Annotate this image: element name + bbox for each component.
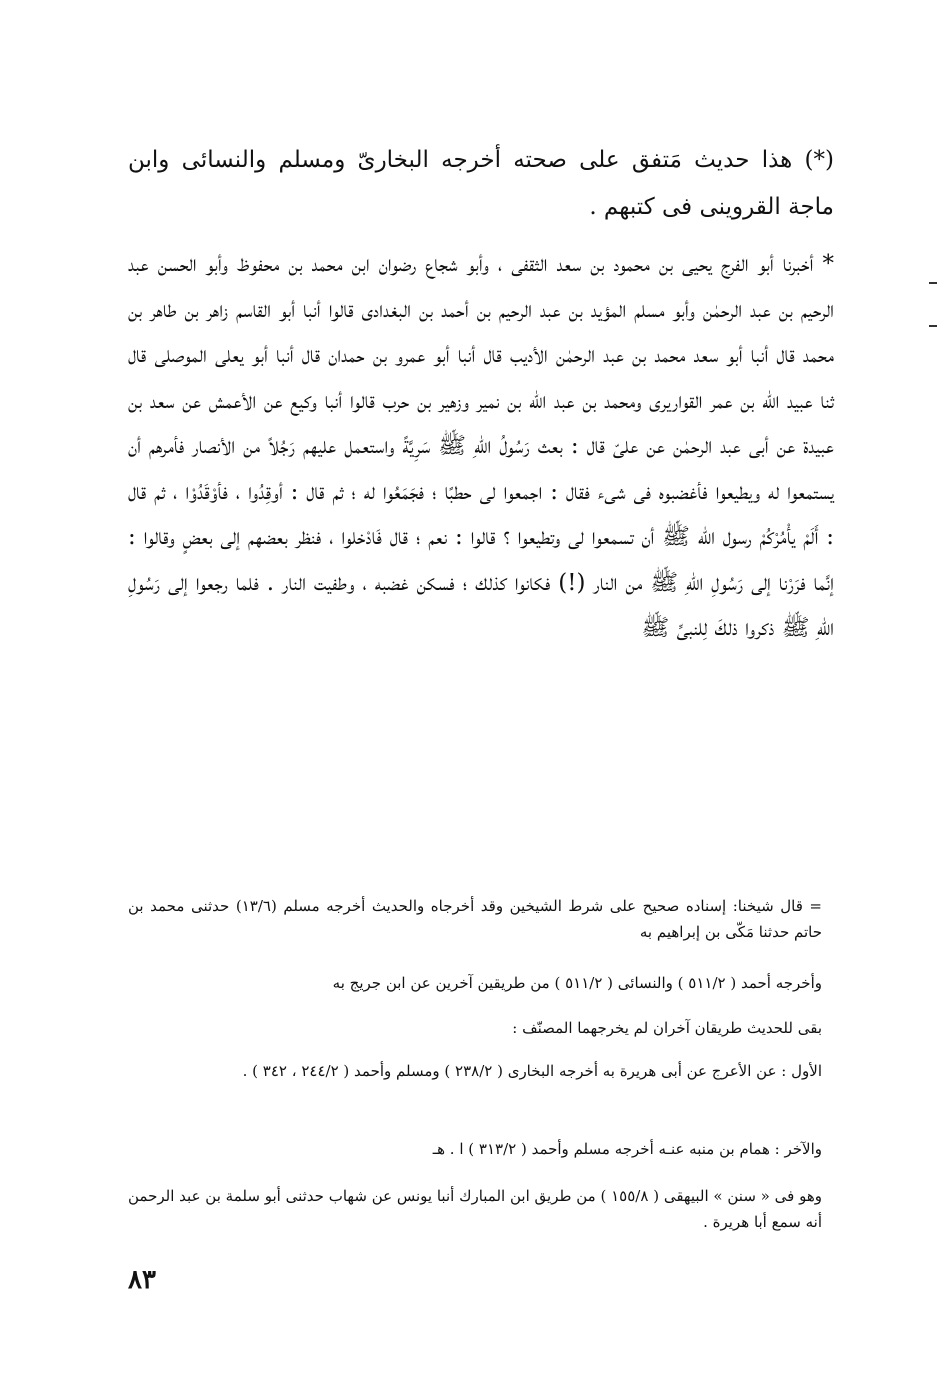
footnote-line-4: الأول : عن الأعرج عن أبى هريرة به أخرجه البخارى ( ٢٣٨/٢ ) ومسلم وأحمد ( ٢٤٤/٢ ، ٣٤٢ ) . xyxy=(242,1062,822,1080)
hadith-text: * أخبرنا أبو الفرج يحيى بن محمود بن سعد الثقفى ، وأبو شجاع رضوان ابن محمد بن محفوظ وأبو الحسن عبد الرحيم بن عبد الرحمٰن وأبو مسلم المؤيد بن عبد الرحيم بن أحمد بن البغدادى قالوا أنبا أبو القاسم زاهر بن طاهر بن محمد قال أنبا أبو سعد محمد بن عبد الرحمٰن الأديب قال أنبا أبو عمرو بن حمدان قال أنبا أبو يعلى الموصلى قال ثنا عبيد الله بن عمر القواريرى ومحمد بن عبد الله بن نمير وزهير بن حرب قالوا أنبا وكيع عن الأعمش عن سعد بن عبيدة عن أبى عبد الرحمٰن عن علىّ قال : بعث رَسُولُ اللهِ ﷺ سَرِيَّةً واستعمل عليهم رَجُلاً من الأنصار فأمرهم أن يستمعوا له ويطيعوا فأغضبوه فى شىء فقال : اجمعوا لى حطبًا ؛ فجَمَعُوا له ؛ ثم قال : أوقِدُوا ، فأوْقَدُوْا ، ثم قال : أَلَمْ يأْمُرْكُمْ رسول الله ﷺ أن تسمعوا لى وتطيعوا ؟ قالوا : نعم ؛ قال فَادْخلوا ، فنظر بعضهم إلى بعضٍ وقالوا : إنَّما فرَرْنا إلى رَسُولِ اللهِ ﷺ من النار (!) فكانوا كذلك ؛ فسكن غضبه ، وطفيت النار . فلما رجعوا إلى رَسُولِ اللهِ ﷺ ذكروا ذلكَ لِلنبىِّ ﷺ xyxy=(128,251,835,641)
page-number: ٨٣ xyxy=(128,1265,156,1295)
footnote-line-2: وأخرجه أحمد ( ٥١١/٢ ) والنسائى ( ٥١١/٢ ) من طريقين آخرين عن ابن جريج به xyxy=(332,974,822,992)
footnote-line-3: بقى للحديث طريقان آخران لم يخرجهما المصنّف : xyxy=(512,1019,822,1037)
footnote-line-1: = قال شيخنا: إسناده صحيح على شرط الشيخين وقد أخرجاه والحديث أخرجه مسلم (١٣/٦) حدثنى محمد بن حاتم حدثنا مَكّى بن إبراهيم به xyxy=(128,897,822,941)
margin-mark xyxy=(929,325,937,327)
footnote-line-5: والآخر : همام بن منبه عنـه أخرجه مسلم وأحمد ( ٣١٣/٢ ) ا . هـ xyxy=(432,1140,822,1158)
margin-mark xyxy=(929,282,937,284)
footnote-line-6: وهو فى « سنن » البيهقى ( ١٥٥/٨ ) من طريق ابن المبارك أنبا يونس عن شهاب حدثنى أبو سلمة بن عبد الرحمن أنه سمع أبا هريرة . xyxy=(128,1187,823,1231)
hadith-note: (*) هذا حديث مَتفق على صحته أخرجه البخارىّ ومسلم والنسائى وابن ماجة القروينى فى كتبهم . xyxy=(128,147,834,220)
